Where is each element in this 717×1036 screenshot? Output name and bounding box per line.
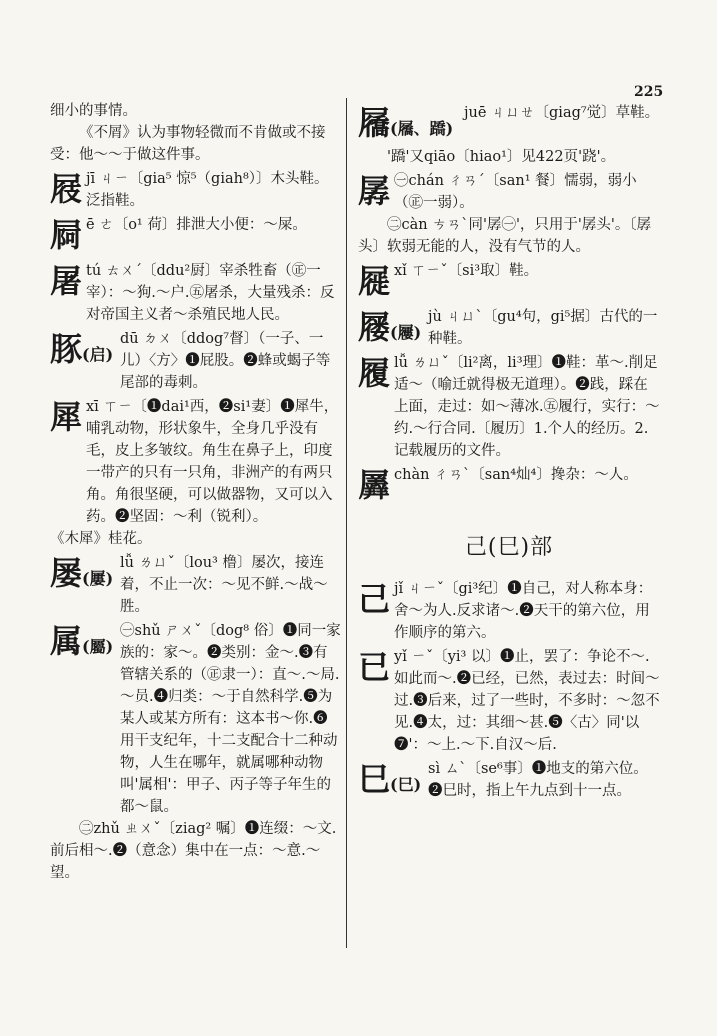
dictionary-entry [358,306,660,350]
headword: 屡 [50,554,83,592]
definition: jī ㄐㄧ〔gia⁵ 惊⁵（giah⁸）〕木头鞋。泛指鞋。 [86,171,329,209]
dictionary-entry [50,260,342,326]
dictionary-entry [358,170,660,214]
headword: 屙 [50,216,83,254]
headword: 已 [358,648,391,686]
headword-group [358,758,421,806]
definition: yǐ ㄧˇ〔yi³ 以〕❶止，罢了：争论不～.如此而～.❷已经，已然，表过去：时间～过.❸后来，过了一些时，不多时：～忽不见.❹太，过：其细～甚.❺〈古〉同'以❼'：～上.～下.自汉～后. [394,649,660,753]
left-column [50,100,342,884]
headword-group [50,552,113,600]
variant-form: (屩、蹻) [390,119,454,138]
dictionary-entry [50,396,342,528]
paragraph: 《不屑》认为事物轻微而不肯做或不接受：他～～于做这件事。 [50,125,326,163]
section-title: 己(巳)部 [464,535,554,560]
definition: ē ㄜ〔o¹ 荷〕排泄大小便：～屎。 [86,217,307,233]
paragraph: 细小的事情。 [50,103,137,119]
headword: 豚 [50,330,83,368]
paragraph: '蹻'又qiāo〔hiao¹〕见422页'跷'。 [387,149,616,165]
variant-form: (启) [82,345,114,364]
headword: 属 [50,622,83,660]
headword-group [358,102,453,150]
dictionary-entry [50,328,342,394]
headword: 羼 [358,466,391,504]
paragraph: 《木犀》桂花。 [50,531,152,547]
variant-form: (巳) [390,775,422,794]
dictionary-entry [358,578,660,644]
headword: 犀 [50,398,83,436]
dictionary-entry [358,464,660,508]
dictionary-entry [50,620,342,818]
definition: jù ㄐㄩˋ〔gu⁴句，gi⁵据〕古代的一种鞋。 [428,309,658,347]
headword: 屦 [358,308,391,346]
dictionary-entry [358,352,660,462]
dictionary-entry [358,758,660,802]
definition: tú ㄊㄨˊ〔ddu²厨〕宰杀牲畜（㊣一宰）：～狗.～户.㊄屠杀，大量残杀：反对帝国主义者～杀殖民地人民。 [86,263,335,323]
definition: chàn ㄔㄢˋ〔san⁴灿⁴〕搀杂：～人。 [394,467,638,483]
variant-form: (屢) [82,569,114,588]
definition: lǚ ㄌㄩˇ〔lou³ 橹〕屡次，接连着，不止一次：～见不鲜.～战～胜。 [120,555,328,615]
definition: juē ㄐㄩㄝ〔giag⁷觉〕草鞋。 [464,105,660,121]
headword: 巳 [358,760,391,798]
dictionary-entry [50,214,342,258]
definition: xī ㄒㄧ〔❶dai¹西，❷si¹妻〕❶犀牛，哺乳动物，形状象牛，全身几乎没有毛，皮上多皱纹。角生在鼻子上，印度一带产的只有一只角，非洲产的有两只角。角很坚硬，可以做器物，又可以入药。❷坚固：～利（锐利）。 [86,399,339,525]
dictionary-entry [358,646,660,756]
dictionary-entry [50,552,342,618]
headword-group [358,306,421,354]
headword-group [50,328,113,376]
dictionary-entry [358,102,660,146]
definition: sì ㄙˋ〔se⁶事〕❶地支的第六位。❷巳时，指上午九点到十一点。 [428,761,648,799]
paragraph: ㊁càn ㄘㄢˋ同'孱㊀'，只用于'孱头'。〔孱头〕软弱无能的人，没有气节的人。 [358,217,652,255]
headword: 屩 [358,104,391,142]
headword: 屠 [50,262,83,300]
headword: 己 [358,580,391,618]
dictionary-entry [50,168,342,212]
definition: lǚ ㄌㄩˇ〔li²离，li³理〕❶鞋：革～.削足适～（喻迁就得极无道理）。❷践，踩在上面，走过：如～薄冰.㊄履行，实行：～约.～行合同.〔履历〕1.个人的经历。2.记载履历的文件。 [394,355,660,459]
paragraph: ㊁zhǔ ㄓㄨˇ〔ziag² 嘱〕❶连缀：～文.前后相～.❷（意念）集中在一点：～意.～望。 [50,821,337,881]
headword: 履 [358,354,391,392]
headword: 孱 [358,172,391,210]
definition: dū ㄉㄨ〔ddog⁷督〕（一子、一儿）〈方〉❶屁股。❷蜂或蝎子等尾部的毒刺。 [120,331,331,391]
variant-form: (屨) [390,323,422,342]
definition: xǐ ㄒㄧˇ〔si³取〕鞋。 [394,263,539,279]
headword: 屐 [50,170,83,208]
right-column [358,100,660,802]
dictionary-entry [358,260,660,304]
variant-form: (屬) [82,637,114,656]
definition: ㊀chán ㄔㄢˊ〔san¹ 餐〕懦弱，弱小（㊣一弱）。 [394,173,637,211]
headword: 屣 [358,262,391,300]
headword-group [50,620,113,668]
definition: jǐ ㄐㄧˇ〔gi³纪〕❶自己，对人称本身：舍～为人.反求诸～.❷天干的第六位，用作顺序的第六。 [394,581,653,641]
column-divider [346,98,347,948]
definition: ㊀shǔ ㄕㄨˇ〔dog⁸ 俗〕❶同一家族的：家～。❷类别：金～.❸有管辖关系的（㊣隶一）：直～.～局.～员.❹归类：～于自然科学.❺为某人或某方所有：这本书～你.❻用干支纪年，十二支配合十二种动物，人生在哪年，就属哪种动物叫'属相'：甲子、丙子等子年生的都～鼠。 [120,623,341,815]
page-number: 225 [634,84,664,100]
